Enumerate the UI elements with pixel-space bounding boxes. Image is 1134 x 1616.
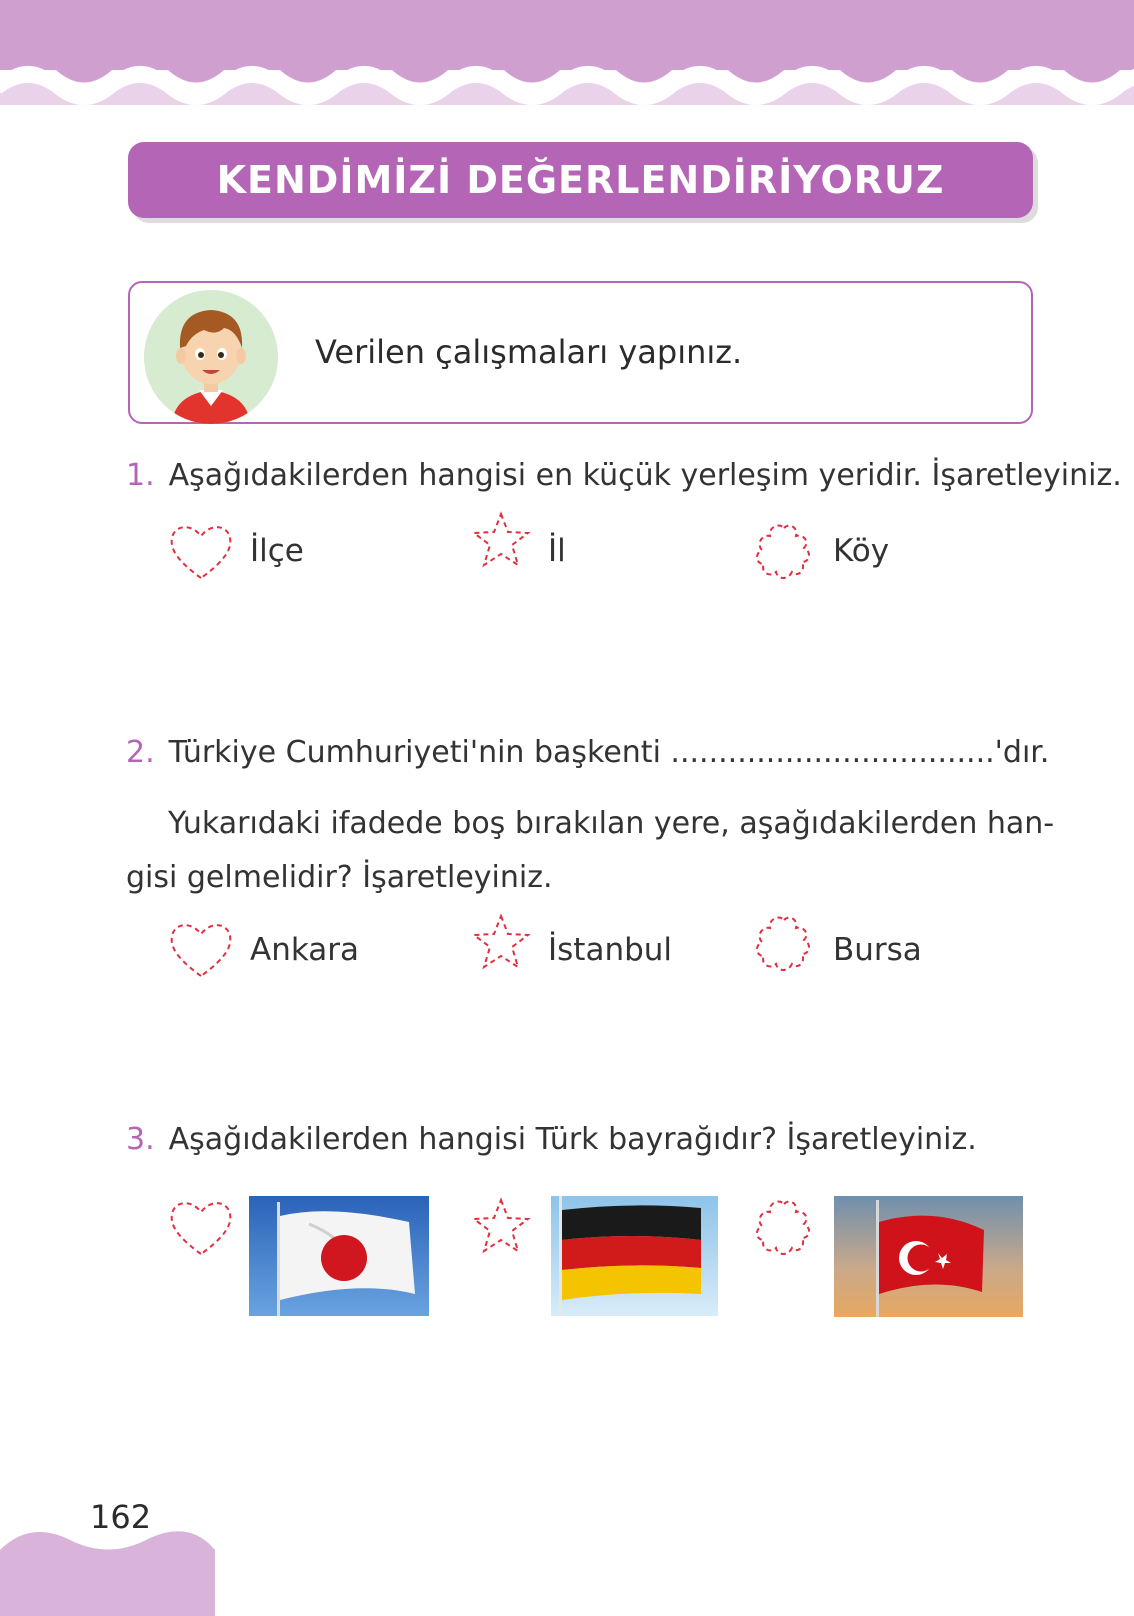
flower-icon[interactable] (752, 912, 816, 976)
heart-icon[interactable] (166, 1196, 236, 1260)
star-icon[interactable] (470, 912, 532, 974)
question-3 (126, 1122, 977, 1157)
question-2 (126, 735, 1049, 770)
heart-icon[interactable] (166, 918, 236, 982)
question-number: 3. (126, 1122, 155, 1157)
top-wave-band (0, 0, 1134, 110)
boy-avatar (144, 290, 278, 424)
star-icon[interactable] (470, 510, 532, 572)
question-text: Aşağıdakilerden hangisi Türk bayrağıdır? İşaretleyiniz. (168, 1122, 977, 1157)
option-label: Bursa (833, 932, 922, 968)
option-label: İstanbul (548, 932, 673, 968)
option-label: Köy (833, 533, 890, 569)
page-number: 162 (90, 1498, 152, 1536)
instruction-text: Verilen çalışmaları yapınız. (315, 333, 743, 371)
question-number: 1. (126, 458, 155, 493)
germany-flag (551, 1196, 718, 1316)
question-text: Türkiye Cumhuriyeti'nin başkenti ..................................'dır. (168, 735, 1050, 770)
option-label: İlçe (250, 533, 304, 569)
question-1 (126, 458, 1122, 493)
instruction-box (128, 281, 1033, 424)
japan-flag (249, 1196, 429, 1316)
question-text: Aşağıdakilerden hangisi en küçük yerleşim yeridir. İşaretleyiniz. (168, 458, 1122, 493)
page-title: KENDİMİZİ DEĞERLENDİRİYORUZ (216, 158, 945, 202)
flower-icon[interactable] (752, 1196, 816, 1260)
option-label: Ankara (250, 932, 359, 968)
heart-icon[interactable] (166, 520, 236, 584)
question-number: 2. (126, 735, 155, 770)
title-banner (128, 142, 1033, 218)
star-icon[interactable] (470, 1196, 532, 1258)
turkey-flag (834, 1196, 1023, 1317)
question-followup: Yukarıdaki ifadede boş bırakılan yere, aşağıdakilerden han- (168, 806, 1055, 841)
flower-icon[interactable] (752, 520, 816, 584)
question-followup: gisi gelmelidir? İşaretleyiniz. (126, 860, 553, 895)
option-label: İl (548, 533, 566, 569)
